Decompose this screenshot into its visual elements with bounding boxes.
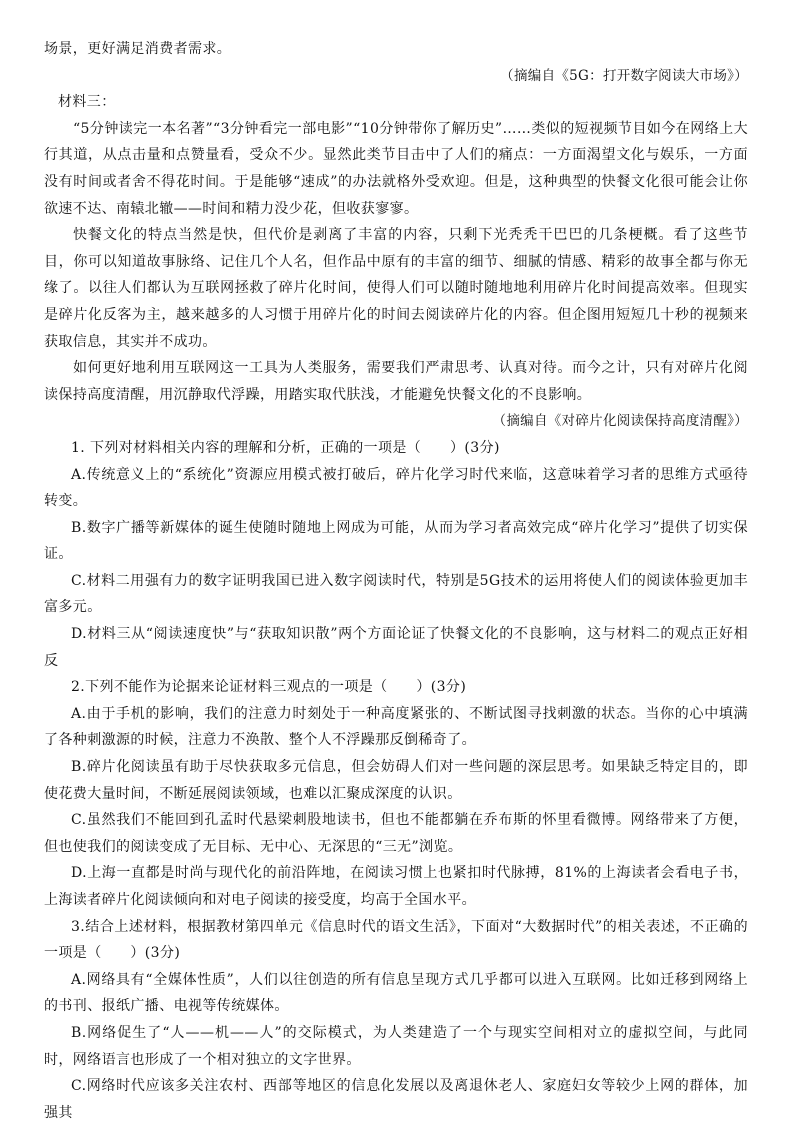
document-page [44,36,748,1126]
question-2-stem: 2.下列不能作为论据来论证材料三观点的一项是（ ）(3分) [71,679,467,696]
question-1-option-a: A.传统意义上的“系统化”资源应用模式被打破后，碎片化学习时代来临，这意味着学习者的思维方式亟待转变。 [44,466,748,510]
material-three-paragraph-2: 快餐文化的特点当然是快，但代价是剥离了丰富的内容，只剩下光秃秃干巴巴的几条梗概。看了这些节目，你可以知道故事脉络、记住几个人名，但作品中原有的丰富的细节、细腻的情感、精彩的故事全都与你无缘了。以往人们都认为互联网拯救了碎片化时间，使得人们可以随时随地地利用碎片化时间提高效率。但现实是碎片化反客为主，越来越多的人习惯于用碎片化的时间去阅读碎片化的内容。但企图用短短几十秒的视频来获取信息，其实并不成功。 [44,227,748,350]
source-citation-fragment-reading: （摘编自《对碎片化阅读保持高度清醒》） [492,413,748,430]
question-1-stem: 1. 下列对材料相关内容的理解和分析，正确的一项是（ ）(3分) [71,439,500,456]
question-2-option-c: C.虽然我们不能回到孔孟时代悬梁刺股地读书，但也不能都躺在乔布斯的怀里看微博。网络带来了方便，但也使我们的阅读变成了无目标、无中心、无深思的“三无”浏览。 [44,812,748,855]
question-3-stem: 3.结合上述材料，根据教材第四单元《信息时代的语文生活》，下面对“大数据时代”的相关表述，不正确的一项是（ ）(3分) [44,918,748,962]
paragraph-continuation: 场景，更好满足消费者需求。 [44,41,232,57]
source-citation-5g: （摘编自《5G：打开数字阅读大市场》） [500,67,748,84]
material-three-paragraph-1: “5分钟读完一本名著”“3分钟看完一部电影”“10分钟带你了解历史”……类似的短视频节目如今在网络上大行其道，从点击量和点赞量看，受众不少。显然此类节目击中了人们的痛点：一方面渴望文化与娱乐，一方面没有时间或者舍不得花时间。于是能够“速成”的办法就格外受欢迎。但是，这种典型的快餐文化很可能会让你欲速不达、南辕北辙——时间和精力没少花，但收获寥寥。 [44,120,748,217]
question-2-option-d: D.上海一直都是时尚与现代化的前沿阵地，在阅读习惯上也紧扣时代脉搏，81%的上海读者会看电子书，上海读者碎片化阅读倾向和对电子阅读的接受度，均高于全国水平。 [44,865,748,908]
question-2-option-b: B.碎片化阅读虽有助于尽快获取多元信息，但会妨碍人们对一些问题的深层思考。如果缺乏特定目的，即使花费大量时间，不断延展阅读领域，也难以汇聚成深度的认识。 [44,759,748,802]
question-3-option-c: C.网络时代应该多关注农村、西部等地区的信息化发展以及离退休老人、家庭妇女等较少上网的群体，加强其 [44,1078,748,1121]
material-three-paragraph-3: 如何更好地利用互联网这一工具为人类服务，需要我们严肃思考、认真对待。而今之计，只有对碎片化阅读保持高度清醒，用沉静取代浮躁，用踏实取代肤浅，才能避免快餐文化的不良影响。 [44,360,748,403]
question-3-option-a: A.网络具有“全媒体性质”，人们以往创造的所有信息呈现方式几乎都可以进入互联网。比如迁移到网络上的书刊、报纸广播、电视等传统媒体。 [44,971,748,1015]
question-3-option-b: B.网络促生了“人——机——人”的交际模式，为人类建造了一个与现实空间相对立的虚拟空间，与此同时，网络语言也形成了一个相对独立的文字世界。 [44,1024,748,1068]
question-1-option-d: D.材料三从“阅读速度快”与“获取知识散”两个方面论证了快餐文化的不良影响，这与材料二的观点正好相反 [44,626,748,669]
question-1-option-b: B.数字广播等新媒体的诞生使随时随地上网成为可能，从而为学习者高效完成“碎片化学习”提供了切实保证。 [44,519,748,563]
question-2-option-a: A.由于手机的影响，我们的注意力时刻处于一种高度紧张的、不断试图寻找刺激的状态。当你的心中填满了各种刺激源的时候，注意力不涣散、整个人不浮躁那反倒稀奇了。 [44,705,748,749]
material-three-heading: 材料三： [58,94,116,111]
question-1-option-c: C.材料二用强有力的数字证明我国已进入数字阅读时代，特别是5G技术的运用将使人们的阅读体验更加丰富多元。 [44,572,748,616]
